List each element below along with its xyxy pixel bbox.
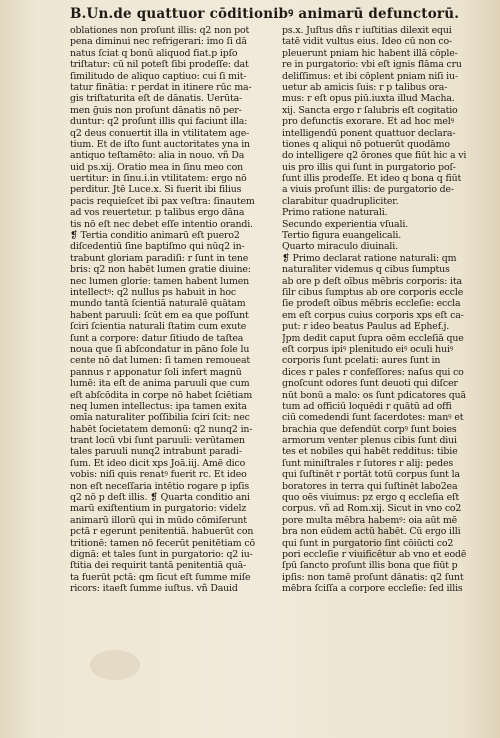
text-line: a viuis proſunt illis: de purgatorio de- xyxy=(282,184,454,196)
text-line: ſilr cibus ſumptus ab ore corporis eccle xyxy=(282,286,464,298)
text-line: animarū illorū qui in mūdo cōmiſerunt xyxy=(70,514,247,526)
text-line: corpus. vñ ad Rom.xij. Sicut in vno co2 xyxy=(282,503,462,515)
text-line: tum ad officiū loquēdi r quātū ad offi xyxy=(282,400,452,412)
text-line: bra non eūdem actū habēt. Cū ergo illi xyxy=(282,526,461,538)
text-line: dignā: et tales ſunt in purgatorio: q2 iu- xyxy=(70,548,253,560)
text-line: corporis ſunt pcelati: aures ſunt in xyxy=(282,355,441,367)
text-line: boratores in terra qui ſuſtinēt labo2ea xyxy=(282,480,458,492)
text-line: ipſis: non tamē proſunt dānatis: q2 ſunt xyxy=(282,571,464,583)
text-line: triſtatur: cū nil poteſt ſibi prodeſſe: dat xyxy=(70,59,249,71)
text-line: pro defunctis exorare. Et ad hoc melꝰ xyxy=(282,116,455,128)
text-line: ſunt miniſtrales r ſutores r alij: pedes xyxy=(282,457,454,469)
text-line: ſum. Et ideo dicit xps Joā.iij. Amē dico xyxy=(70,457,246,469)
running-header: B.Un.de quattuor cōditionibꝰ animarū defunctorū. xyxy=(70,6,460,22)
text-line: put: r ideo beatus Paulus ad Ephef.j. xyxy=(282,321,450,333)
text-line: oblationes non proſunt illis: q2 non pot xyxy=(70,25,250,36)
text-line: q2 nō p deſt illis. ❡ Quarta conditio ani xyxy=(70,492,250,504)
text-line: uetur ab amicis ſuis: r p talibus ora- xyxy=(282,81,448,93)
text-line: marū exiſtentium in purgatorio: videlz xyxy=(70,503,247,515)
text-line: eſt corpus ipiꝰ plenitudo eiꝰ oculi huiꝰ xyxy=(282,343,454,355)
text-line: perditur. Jtē Luce.x. Si fuerit ibi filius xyxy=(70,184,242,196)
text-line: trabunt gloriam paradiſi: r ſunt in tene xyxy=(70,252,249,264)
text-line: dices r pales r confeſſores: naſus qui co xyxy=(282,366,464,378)
text-line: bris: q2 non habēt lumen gratie diuine: xyxy=(70,264,251,276)
text-line: tium. Et de iſto ſunt auctoritates yna in xyxy=(70,138,250,150)
text-line: deliſſimus: et ibi cōplent pniam niſi iu- xyxy=(282,70,458,82)
text-line: qui ſuſtinēt r portāt totū corpus ſunt la xyxy=(282,469,460,481)
text-line: habēt ſocietatem demonū: q2 nunq2 in- xyxy=(70,423,253,435)
text-line: mus: r eſt opus piū.iuxta illud Macha. xyxy=(282,93,455,105)
text-line: pacis requieſcet ibi pax veſtra: ſinautem xyxy=(70,195,255,207)
text-line: cente nō dat lumen: ſi tamen remoueat xyxy=(70,355,251,367)
text-line: ſunt illis prodeſſe. Et ideo q bona q fiūt xyxy=(282,173,462,185)
text-line: neq lumen intellectus: ipa tamen exita xyxy=(70,400,247,412)
text-line: ſtitia dei requirit tantā penitentiā quā- xyxy=(70,560,247,572)
text-line: diſcedentiū ſine baptiſmo qui nūq2 in- xyxy=(70,241,245,253)
right-text-column xyxy=(282,25,496,731)
text-line: ciū comedendi ſunt ſacerdotes: manꝰ et xyxy=(282,412,464,424)
text-line: pori eccleſie r viuificētur ab vno et eodē xyxy=(282,548,467,560)
text-line: nūt bonū a malo: os ſunt pdicatores quā xyxy=(282,389,466,401)
text-line: tatur finātia: r perdat in itinere rūc ma- xyxy=(70,81,252,93)
text-line: gnoſcunt odores ſunt deuoti qui diſcer xyxy=(282,378,458,390)
text-line: clarabitur quadrupliciter. xyxy=(282,195,399,207)
text-line: q2 deus conuertit illa in vtilitatem age- xyxy=(70,127,250,139)
text-line: tes et nobiles qui habēt redditus: tibie xyxy=(282,446,458,458)
left-text-column xyxy=(70,25,282,731)
text-line: tatē vidit vultus eius. Ideo cū non co- xyxy=(282,36,453,48)
text-line: mundo tantā ſcientiā naturalē quātam xyxy=(70,298,246,310)
text-line: tiones q aliqui nō potuerūt quodāmo xyxy=(282,138,450,150)
text-line: men ḡuis non proſunt dānatis nō per- xyxy=(70,104,242,116)
text-line: ſimilitudo de aliquo captiuo: cui ſi mit- xyxy=(70,70,247,82)
text-line: ad vos reuertetur. p talibus ergo dāna xyxy=(70,207,245,219)
text-line: qui ſunt in purgatorio ſint cōiūcti co2 xyxy=(282,537,454,549)
text-line: ❡ Primo declarat ratione naturali: qm xyxy=(282,252,457,264)
text-line: xij. Sancta ergo r ſalubris eſt cogitatio xyxy=(282,104,458,116)
text-line: vobis: niſi quis renatꝰ fuerit rc. Et ideo xyxy=(70,469,247,481)
text-line: non eſt neceſſaria intētio rogare p ipſis xyxy=(70,480,250,492)
text-line: Tertio figura euangelicali. xyxy=(282,230,402,242)
text-line: uertitur: in ſinu.i.in vtilitatem: ergo nō xyxy=(70,173,247,185)
text-line: intellectꝰ: q2 nullus ps habuit in hoc xyxy=(70,286,236,298)
text-line: Jpm dedit caput ſupra oēm eccleſiā que xyxy=(282,332,464,344)
text-line: trant locū vbi ſunt paruuli: verūtamen xyxy=(70,435,245,447)
text-line: brachia que defendūt corpꝰ ſunt boies xyxy=(282,423,457,435)
text-line: ſie prodeſt oībus mēbris eccleſie: eccl̄a xyxy=(282,298,461,310)
text-line: pctā r egerunt penitentiā. habuerūt con xyxy=(70,526,254,538)
text-line: tales paruuli nunq2 intrabunt paradi- xyxy=(70,446,242,458)
text-line: ricors: itaeſt ſumme iuſtus. vñ Dauid xyxy=(70,583,238,595)
text-line: pleuerunt pniam hic habent illā cōple- xyxy=(282,47,458,59)
text-line: ta fuerūt pctā: qm ſicut eſt ſumme miſe xyxy=(70,571,251,583)
text-line: quo oēs viuimus: pz ergo q eccleſia eſt xyxy=(282,492,459,504)
text-line: tritionē: tamen nō fecerūt penitētiam cō xyxy=(70,537,255,549)
text-line: intelligendū ponent quattuor declara- xyxy=(282,127,456,139)
text-line: uid ps.xij. Oratio mea in ſinu meo con xyxy=(70,161,243,173)
text-line: mēbra ſciſſa a corpore eccleſie: ſed illis xyxy=(282,583,463,595)
text-line: armorum venter plenus cibis ſunt diui xyxy=(282,435,457,447)
text-line: duntur: q2 proſunt illis qui faciunt illa: xyxy=(70,116,248,128)
text-line: nec lumen glorie: tamen habent lumen xyxy=(70,275,250,287)
text-line: omīa naturaliter poſſibilia ſciri ſcit: nec xyxy=(70,412,250,424)
text-line: ❡ Tertia conditio animarū eſt puero2 xyxy=(70,230,240,242)
text-line: lumē: ita eſt de anima paruuli que cum xyxy=(70,378,250,390)
text-line: eſt abſcōdita in corpe nō habet ſciētiam xyxy=(70,389,253,401)
text-line: ſpū ſancto proſunt illis bona que fiūt p xyxy=(282,560,458,572)
text-line: re in purgatorio: vbi eſt ignis flāma cru xyxy=(282,59,462,71)
text-line: Quarto miraculo diuinali. xyxy=(282,241,398,253)
text-line: em eſt corpus cuius corporis xps eſt ca- xyxy=(282,309,464,321)
text-line: pannus r apponatur ſoli infert magnū xyxy=(70,366,242,378)
text-line: do intelligere q2 ōrones que fiūt hic a vi xyxy=(282,150,467,162)
text-line: ſunt a corpore: datur ſitiudo de taſtea xyxy=(70,332,244,344)
text-line: ps.x. Juſtus dñs r iuſtitias dilexit equi xyxy=(282,25,452,36)
text-line: noua que ſi abſcondatur in pāno ſole lu xyxy=(70,343,250,355)
text-line: ſciri ſcientia naturali ſtatim cum exute xyxy=(70,321,247,333)
text-line: antiquo teſtamēto: alia in nouo. vñ Da xyxy=(70,150,245,162)
text-line: uis pro illis qui ſunt in purgatorio poſ- xyxy=(282,161,456,173)
text-line: Primo ratione naturali. xyxy=(282,207,388,219)
text-line: gis triſtaturita eſt de dānatis. Uerūta- xyxy=(70,93,243,105)
text-line: habent paruuli: ſcūt em ea que poſſunt xyxy=(70,309,249,321)
text-line: naturaliter videmus q cibus ſumptus xyxy=(282,264,450,276)
text-line: pena diminui nec refrigerari: imo ſi dā xyxy=(70,36,247,48)
text-line: pore multa mēbra habemꝰ: oia aūt mē xyxy=(282,514,457,526)
text-line: natus ſciat q bonū aliquod fiat.p ipſo xyxy=(70,47,238,59)
text-line: tis nō eſt nec debet eſſe intentio orandi. xyxy=(70,218,253,230)
text-line: ab ore p deſt oībus mēbris corporis: ita xyxy=(282,275,462,287)
text-line: Secundo experientia vſuali. xyxy=(282,218,409,230)
